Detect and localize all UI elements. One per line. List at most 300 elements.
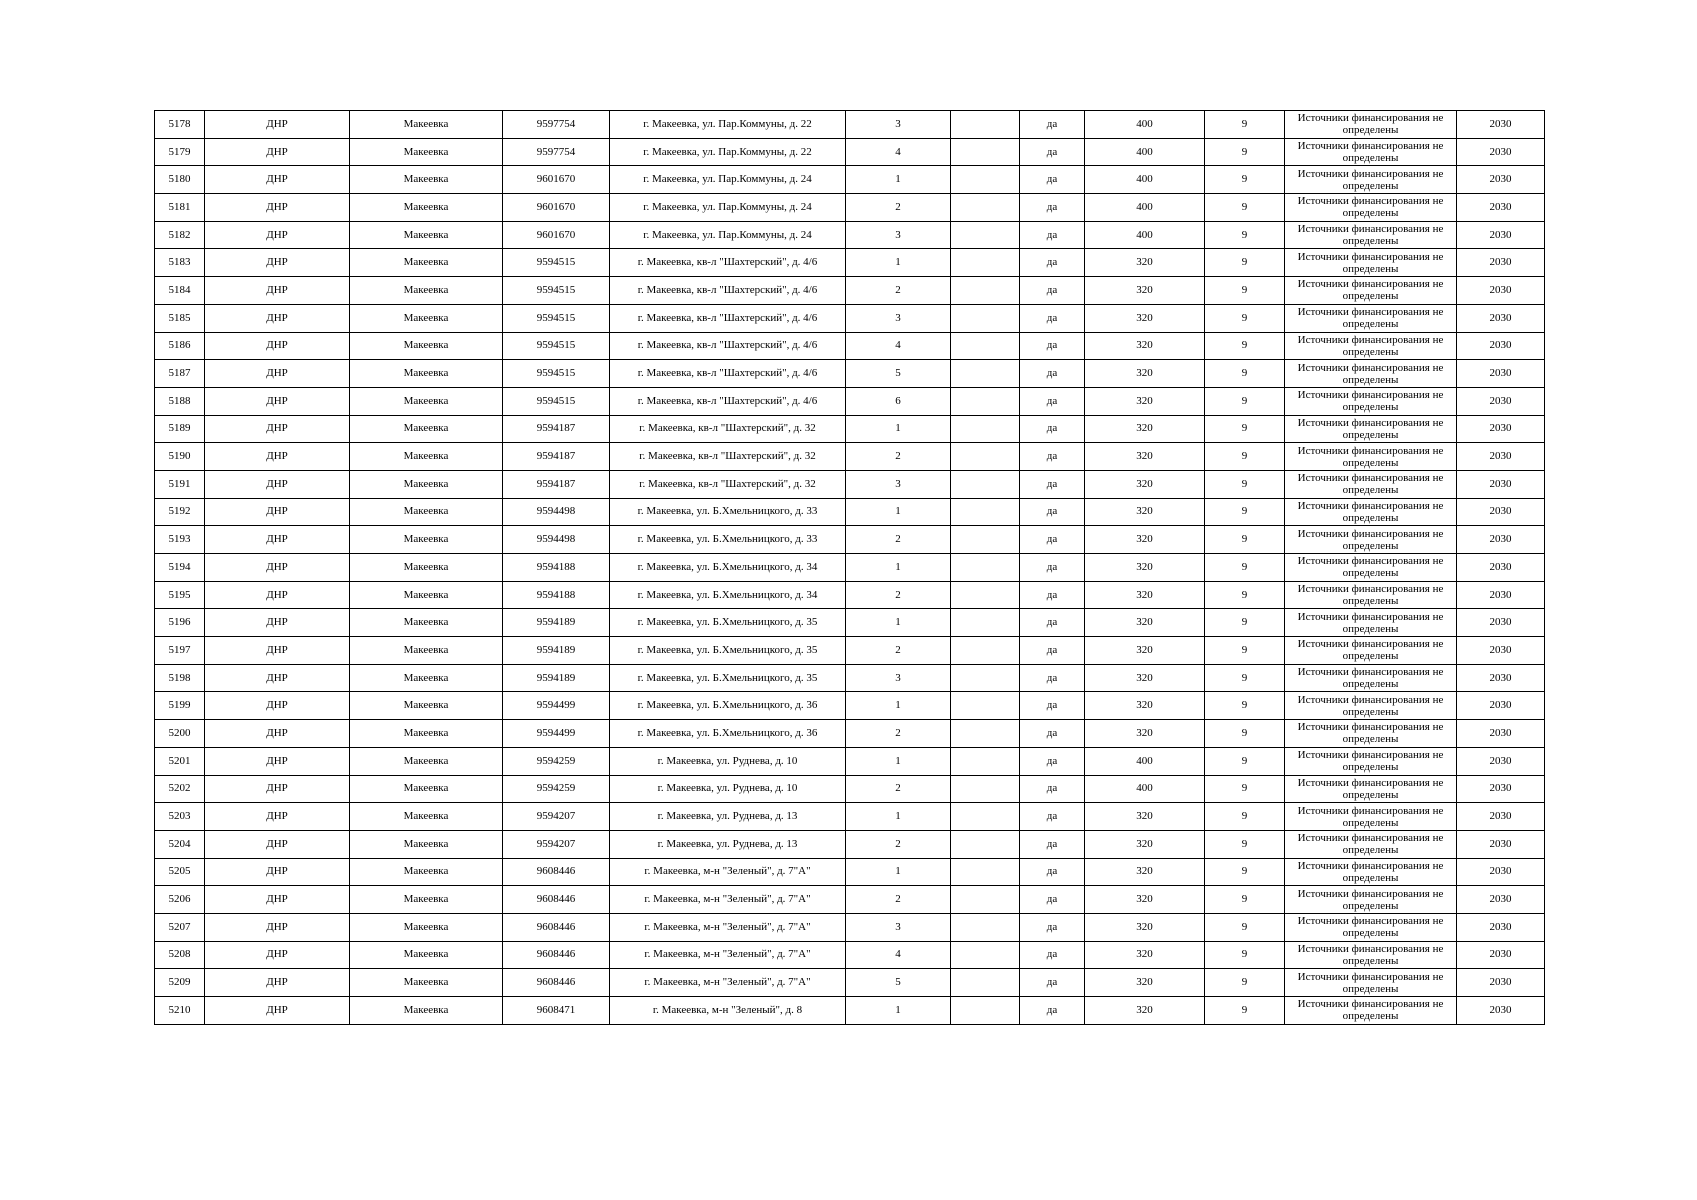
- table-row: [155, 720, 1545, 748]
- year-cell: 2030: [1457, 138, 1545, 166]
- value-cell: 320: [1085, 913, 1205, 941]
- table-row: [155, 498, 1545, 526]
- count-cell: 9: [1205, 913, 1285, 941]
- year-cell: 2030: [1457, 166, 1545, 194]
- address-cell: г. Макеевка, кв-л "Шахтерский", д. 4/6: [610, 387, 846, 415]
- empty-cell: [951, 747, 1020, 775]
- value-cell: 320: [1085, 941, 1205, 969]
- funding-source-cell: Источники финансирования не определены: [1285, 692, 1457, 720]
- address-cell: г. Макеевка, кв-л "Шахтерский", д. 4/6: [610, 332, 846, 360]
- value-cell: 320: [1085, 692, 1205, 720]
- number-cell: 1: [846, 166, 951, 194]
- number-cell: 4: [846, 941, 951, 969]
- empty-cell: [951, 858, 1020, 886]
- count-cell: 9: [1205, 277, 1285, 305]
- count-cell: 9: [1205, 304, 1285, 332]
- empty-cell: [951, 913, 1020, 941]
- number-cell: 2: [846, 194, 951, 222]
- count-cell: 9: [1205, 387, 1285, 415]
- code-cell: 9601670: [503, 194, 610, 222]
- row-number-cell: 5181: [155, 194, 205, 222]
- row-number-cell: 5182: [155, 221, 205, 249]
- region-cell: ДНР: [205, 747, 350, 775]
- table-row: [155, 775, 1545, 803]
- row-number-cell: 5185: [155, 304, 205, 332]
- flag-cell: да: [1020, 166, 1085, 194]
- address-cell: г. Макеевка, ул. Б.Хмельницкого, д. 33: [610, 498, 846, 526]
- table-row: [155, 166, 1545, 194]
- code-cell: 9594498: [503, 526, 610, 554]
- region-cell: ДНР: [205, 304, 350, 332]
- empty-cell: [951, 470, 1020, 498]
- region-cell: ДНР: [205, 913, 350, 941]
- city-cell: Макеевка: [350, 886, 503, 914]
- empty-cell: [951, 830, 1020, 858]
- address-cell: г. Макеевка, ул. Пар.Коммуны, д. 24: [610, 166, 846, 194]
- code-cell: 9594515: [503, 360, 610, 388]
- region-cell: ДНР: [205, 609, 350, 637]
- city-cell: Макеевка: [350, 277, 503, 305]
- number-cell: 2: [846, 637, 951, 665]
- address-cell: г. Макеевка, ул. Б.Хмельницкого, д. 35: [610, 664, 846, 692]
- count-cell: 9: [1205, 221, 1285, 249]
- row-number-cell: 5208: [155, 941, 205, 969]
- value-cell: 400: [1085, 111, 1205, 139]
- flag-cell: да: [1020, 941, 1085, 969]
- code-cell: 9594187: [503, 443, 610, 471]
- year-cell: 2030: [1457, 249, 1545, 277]
- city-cell: Макеевка: [350, 360, 503, 388]
- region-cell: ДНР: [205, 166, 350, 194]
- row-number-cell: 5190: [155, 443, 205, 471]
- empty-cell: [951, 415, 1020, 443]
- region-cell: ДНР: [205, 360, 350, 388]
- row-number-cell: 5179: [155, 138, 205, 166]
- table-row: [155, 747, 1545, 775]
- number-cell: 1: [846, 609, 951, 637]
- number-cell: 3: [846, 470, 951, 498]
- funding-source-cell: Источники финансирования не определены: [1285, 111, 1457, 139]
- number-cell: 2: [846, 277, 951, 305]
- city-cell: Макеевка: [350, 415, 503, 443]
- year-cell: 2030: [1457, 858, 1545, 886]
- value-cell: 320: [1085, 997, 1205, 1025]
- table-row: [155, 249, 1545, 277]
- year-cell: 2030: [1457, 554, 1545, 582]
- year-cell: 2030: [1457, 692, 1545, 720]
- city-cell: Макеевка: [350, 138, 503, 166]
- region-cell: ДНР: [205, 830, 350, 858]
- funding-source-cell: Источники финансирования не определены: [1285, 747, 1457, 775]
- year-cell: 2030: [1457, 360, 1545, 388]
- row-number-cell: 5202: [155, 775, 205, 803]
- year-cell: 2030: [1457, 387, 1545, 415]
- number-cell: 1: [846, 415, 951, 443]
- code-cell: 9594515: [503, 387, 610, 415]
- table-row: [155, 332, 1545, 360]
- count-cell: 9: [1205, 830, 1285, 858]
- count-cell: 9: [1205, 637, 1285, 665]
- address-cell: г. Макеевка, ул. Б.Хмельницкого, д. 35: [610, 609, 846, 637]
- funding-source-cell: Источники финансирования не определены: [1285, 554, 1457, 582]
- code-cell: 9594188: [503, 554, 610, 582]
- empty-cell: [951, 692, 1020, 720]
- count-cell: 9: [1205, 609, 1285, 637]
- row-number-cell: 5200: [155, 720, 205, 748]
- table-row: [155, 194, 1545, 222]
- address-cell: г. Макеевка, ул. Б.Хмельницкого, д. 34: [610, 554, 846, 582]
- city-cell: Макеевка: [350, 720, 503, 748]
- count-cell: 9: [1205, 194, 1285, 222]
- region-cell: ДНР: [205, 858, 350, 886]
- city-cell: Макеевка: [350, 443, 503, 471]
- number-cell: 2: [846, 526, 951, 554]
- funding-source-cell: Источники финансирования не определены: [1285, 637, 1457, 665]
- code-cell: 9601670: [503, 221, 610, 249]
- empty-cell: [951, 526, 1020, 554]
- count-cell: 9: [1205, 803, 1285, 831]
- code-cell: 9594515: [503, 304, 610, 332]
- value-cell: 320: [1085, 277, 1205, 305]
- region-cell: ДНР: [205, 470, 350, 498]
- address-cell: г. Макеевка, ул. Руднева, д. 10: [610, 775, 846, 803]
- flag-cell: да: [1020, 664, 1085, 692]
- city-cell: Макеевка: [350, 692, 503, 720]
- address-cell: г. Макеевка, кв-л "Шахтерский", д. 32: [610, 415, 846, 443]
- row-number-cell: 5178: [155, 111, 205, 139]
- number-cell: 2: [846, 830, 951, 858]
- city-cell: Макеевка: [350, 664, 503, 692]
- funding-source-cell: Источники финансирования не определены: [1285, 803, 1457, 831]
- number-cell: 1: [846, 554, 951, 582]
- count-cell: 9: [1205, 941, 1285, 969]
- number-cell: 1: [846, 803, 951, 831]
- row-number-cell: 5191: [155, 470, 205, 498]
- table-row: [155, 304, 1545, 332]
- count-cell: 9: [1205, 858, 1285, 886]
- row-number-cell: 5206: [155, 886, 205, 914]
- year-cell: 2030: [1457, 470, 1545, 498]
- empty-cell: [951, 969, 1020, 997]
- city-cell: Макеевка: [350, 304, 503, 332]
- row-number-cell: 5198: [155, 664, 205, 692]
- city-cell: Макеевка: [350, 194, 503, 222]
- address-cell: г. Макеевка, ул. Руднева, д. 10: [610, 747, 846, 775]
- empty-cell: [951, 111, 1020, 139]
- row-number-cell: 5188: [155, 387, 205, 415]
- code-cell: 9594499: [503, 692, 610, 720]
- city-cell: Макеевка: [350, 387, 503, 415]
- value-cell: 320: [1085, 969, 1205, 997]
- year-cell: 2030: [1457, 498, 1545, 526]
- table-row: [155, 221, 1545, 249]
- code-cell: 9597754: [503, 111, 610, 139]
- address-cell: г. Макеевка, ул. Б.Хмельницкого, д. 36: [610, 692, 846, 720]
- empty-cell: [951, 720, 1020, 748]
- year-cell: 2030: [1457, 194, 1545, 222]
- table-row: [155, 858, 1545, 886]
- funding-source-cell: Источники финансирования не определены: [1285, 498, 1457, 526]
- table-row: [155, 581, 1545, 609]
- year-cell: 2030: [1457, 609, 1545, 637]
- funding-source-cell: Источники финансирования не определены: [1285, 138, 1457, 166]
- value-cell: 320: [1085, 332, 1205, 360]
- row-number-cell: 5196: [155, 609, 205, 637]
- code-cell: 9597754: [503, 138, 610, 166]
- count-cell: 9: [1205, 498, 1285, 526]
- code-cell: 9594499: [503, 720, 610, 748]
- code-cell: 9608446: [503, 941, 610, 969]
- value-cell: 320: [1085, 581, 1205, 609]
- number-cell: 5: [846, 360, 951, 388]
- empty-cell: [951, 886, 1020, 914]
- table-row: [155, 997, 1545, 1025]
- address-cell: г. Макеевка, кв-л "Шахтерский", д. 4/6: [610, 304, 846, 332]
- year-cell: 2030: [1457, 581, 1545, 609]
- funding-source-cell: Источники финансирования не определены: [1285, 886, 1457, 914]
- code-cell: 9594515: [503, 277, 610, 305]
- region-cell: ДНР: [205, 443, 350, 471]
- code-cell: 9594207: [503, 830, 610, 858]
- year-cell: 2030: [1457, 913, 1545, 941]
- year-cell: 2030: [1457, 969, 1545, 997]
- flag-cell: да: [1020, 969, 1085, 997]
- count-cell: 9: [1205, 886, 1285, 914]
- empty-cell: [951, 581, 1020, 609]
- city-cell: Макеевка: [350, 332, 503, 360]
- funding-source-cell: Источники финансирования не определены: [1285, 775, 1457, 803]
- value-cell: 320: [1085, 830, 1205, 858]
- flag-cell: да: [1020, 886, 1085, 914]
- address-cell: г. Макеевка, ул. Б.Хмельницкого, д. 33: [610, 526, 846, 554]
- code-cell: 9594259: [503, 775, 610, 803]
- value-cell: 400: [1085, 747, 1205, 775]
- code-cell: 9594187: [503, 415, 610, 443]
- region-cell: ДНР: [205, 387, 350, 415]
- year-cell: 2030: [1457, 941, 1545, 969]
- flag-cell: да: [1020, 415, 1085, 443]
- funding-source-cell: Источники финансирования не определены: [1285, 360, 1457, 388]
- row-number-cell: 5195: [155, 581, 205, 609]
- row-number-cell: 5187: [155, 360, 205, 388]
- value-cell: 320: [1085, 304, 1205, 332]
- number-cell: 1: [846, 249, 951, 277]
- empty-cell: [951, 637, 1020, 665]
- value-cell: 400: [1085, 138, 1205, 166]
- region-cell: ДНР: [205, 415, 350, 443]
- empty-cell: [951, 554, 1020, 582]
- empty-cell: [951, 387, 1020, 415]
- funding-source-cell: Источники финансирования не определены: [1285, 526, 1457, 554]
- count-cell: 9: [1205, 664, 1285, 692]
- value-cell: 320: [1085, 415, 1205, 443]
- region-cell: ДНР: [205, 277, 350, 305]
- flag-cell: да: [1020, 360, 1085, 388]
- flag-cell: да: [1020, 637, 1085, 665]
- row-number-cell: 5184: [155, 277, 205, 305]
- flag-cell: да: [1020, 498, 1085, 526]
- table-row: [155, 138, 1545, 166]
- table-row: [155, 609, 1545, 637]
- number-cell: 5: [846, 969, 951, 997]
- count-cell: 9: [1205, 526, 1285, 554]
- flag-cell: да: [1020, 526, 1085, 554]
- code-cell: 9594189: [503, 609, 610, 637]
- city-cell: Макеевка: [350, 747, 503, 775]
- address-cell: г. Макеевка, кв-л "Шахтерский", д. 4/6: [610, 249, 846, 277]
- address-cell: г. Макеевка, ул. Руднева, д. 13: [610, 803, 846, 831]
- value-cell: 320: [1085, 360, 1205, 388]
- funding-source-cell: Источники финансирования не определены: [1285, 830, 1457, 858]
- city-cell: Макеевка: [350, 581, 503, 609]
- flag-cell: да: [1020, 581, 1085, 609]
- funding-source-cell: Источники финансирования не определены: [1285, 277, 1457, 305]
- count-cell: 9: [1205, 692, 1285, 720]
- funding-source-cell: Источники финансирования не определены: [1285, 304, 1457, 332]
- city-cell: Макеевка: [350, 526, 503, 554]
- code-cell: 9594207: [503, 803, 610, 831]
- code-cell: 9594259: [503, 747, 610, 775]
- table-row: [155, 554, 1545, 582]
- region-cell: ДНР: [205, 941, 350, 969]
- year-cell: 2030: [1457, 720, 1545, 748]
- flag-cell: да: [1020, 443, 1085, 471]
- count-cell: 9: [1205, 360, 1285, 388]
- address-cell: г. Макеевка, ул. Пар.Коммуны, д. 24: [610, 221, 846, 249]
- funding-source-cell: Источники финансирования не определены: [1285, 609, 1457, 637]
- region-cell: ДНР: [205, 997, 350, 1025]
- count-cell: 9: [1205, 138, 1285, 166]
- number-cell: 1: [846, 747, 951, 775]
- address-cell: г. Макеевка, ул. Б.Хмельницкого, д. 35: [610, 637, 846, 665]
- funding-source-cell: Источники финансирования не определены: [1285, 443, 1457, 471]
- year-cell: 2030: [1457, 111, 1545, 139]
- address-cell: г. Макеевка, м-н "Зеленый", д. 7"А": [610, 886, 846, 914]
- empty-cell: [951, 498, 1020, 526]
- value-cell: 320: [1085, 443, 1205, 471]
- row-number-cell: 5210: [155, 997, 205, 1025]
- table-row: [155, 941, 1545, 969]
- year-cell: 2030: [1457, 304, 1545, 332]
- flag-cell: да: [1020, 609, 1085, 637]
- city-cell: Макеевка: [350, 969, 503, 997]
- flag-cell: да: [1020, 830, 1085, 858]
- number-cell: 1: [846, 858, 951, 886]
- flag-cell: да: [1020, 747, 1085, 775]
- city-cell: Макеевка: [350, 249, 503, 277]
- row-number-cell: 5193: [155, 526, 205, 554]
- row-number-cell: 5194: [155, 554, 205, 582]
- funding-source-cell: Источники финансирования не определены: [1285, 858, 1457, 886]
- count-cell: 9: [1205, 415, 1285, 443]
- city-cell: Макеевка: [350, 997, 503, 1025]
- year-cell: 2030: [1457, 803, 1545, 831]
- region-cell: ДНР: [205, 775, 350, 803]
- funding-source-cell: Источники финансирования не определены: [1285, 913, 1457, 941]
- empty-cell: [951, 138, 1020, 166]
- year-cell: 2030: [1457, 415, 1545, 443]
- table-row: [155, 913, 1545, 941]
- value-cell: 320: [1085, 858, 1205, 886]
- number-cell: 3: [846, 304, 951, 332]
- row-number-cell: 5209: [155, 969, 205, 997]
- table-row: [155, 803, 1545, 831]
- region-cell: ДНР: [205, 111, 350, 139]
- funding-source-cell: Источники финансирования не определены: [1285, 969, 1457, 997]
- region-cell: ДНР: [205, 554, 350, 582]
- value-cell: 320: [1085, 803, 1205, 831]
- code-cell: 9608471: [503, 997, 610, 1025]
- city-cell: Макеевка: [350, 830, 503, 858]
- region-cell: ДНР: [205, 194, 350, 222]
- number-cell: 1: [846, 692, 951, 720]
- address-cell: г. Макеевка, м-н "Зеленый", д. 7"А": [610, 969, 846, 997]
- flag-cell: да: [1020, 387, 1085, 415]
- funding-source-cell: Источники финансирования не определены: [1285, 720, 1457, 748]
- table-row: [155, 443, 1545, 471]
- region-cell: ДНР: [205, 720, 350, 748]
- code-cell: 9594189: [503, 637, 610, 665]
- address-cell: г. Макеевка, ул. Руднева, д. 13: [610, 830, 846, 858]
- region-cell: ДНР: [205, 332, 350, 360]
- number-cell: 3: [846, 221, 951, 249]
- value-cell: 400: [1085, 166, 1205, 194]
- region-cell: ДНР: [205, 969, 350, 997]
- value-cell: 320: [1085, 498, 1205, 526]
- city-cell: Макеевка: [350, 941, 503, 969]
- flag-cell: да: [1020, 221, 1085, 249]
- funding-source-cell: Источники финансирования не определены: [1285, 997, 1457, 1025]
- empty-cell: [951, 332, 1020, 360]
- empty-cell: [951, 997, 1020, 1025]
- count-cell: 9: [1205, 720, 1285, 748]
- value-cell: 320: [1085, 470, 1205, 498]
- flag-cell: да: [1020, 277, 1085, 305]
- flag-cell: да: [1020, 111, 1085, 139]
- code-cell: 9608446: [503, 886, 610, 914]
- empty-cell: [951, 249, 1020, 277]
- code-cell: 9608446: [503, 858, 610, 886]
- flag-cell: да: [1020, 194, 1085, 222]
- table-row: [155, 277, 1545, 305]
- city-cell: Макеевка: [350, 637, 503, 665]
- table-row: [155, 886, 1545, 914]
- row-number-cell: 5186: [155, 332, 205, 360]
- address-cell: г. Макеевка, м-н "Зеленый", д. 7"А": [610, 941, 846, 969]
- table-row: [155, 664, 1545, 692]
- address-cell: г. Макеевка, ул. Б.Хмельницкого, д. 36: [610, 720, 846, 748]
- empty-cell: [951, 803, 1020, 831]
- table-row: [155, 387, 1545, 415]
- funding-source-cell: Источники финансирования не определены: [1285, 581, 1457, 609]
- count-cell: 9: [1205, 249, 1285, 277]
- flag-cell: да: [1020, 913, 1085, 941]
- funding-source-cell: Источники финансирования не определены: [1285, 249, 1457, 277]
- number-cell: 2: [846, 581, 951, 609]
- address-cell: г. Макеевка, ул. Б.Хмельницкого, д. 34: [610, 581, 846, 609]
- empty-cell: [951, 194, 1020, 222]
- region-cell: ДНР: [205, 886, 350, 914]
- address-cell: г. Макеевка, ул. Пар.Коммуны, д. 22: [610, 111, 846, 139]
- value-cell: 400: [1085, 221, 1205, 249]
- city-cell: Макеевка: [350, 111, 503, 139]
- empty-cell: [951, 664, 1020, 692]
- table-row: [155, 470, 1545, 498]
- funding-source-cell: Источники финансирования не определены: [1285, 664, 1457, 692]
- empty-cell: [951, 166, 1020, 194]
- value-cell: 320: [1085, 249, 1205, 277]
- value-cell: 320: [1085, 637, 1205, 665]
